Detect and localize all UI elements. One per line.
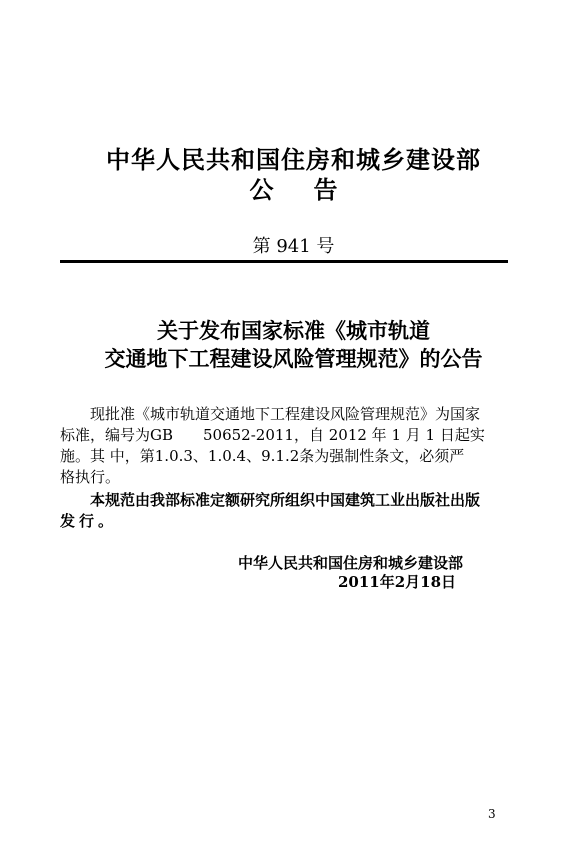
body-text-line: 标准，编号为GB 50652-2011，自 2012 年 1 月 1 日起实 xyxy=(60,426,485,444)
notice-heading: 公告 xyxy=(249,175,378,204)
page-number: 3 xyxy=(488,807,496,821)
document-title-line-1: 关于发布国家标准《城市轨道 xyxy=(157,318,430,343)
document-title-line-2: 交通地下工程建设风险管理规范》的公告 xyxy=(104,346,483,371)
body-text-line: 发行。 xyxy=(60,512,118,530)
issuing-ministry: 中华人民共和国住房和城乡建设部 xyxy=(106,145,481,174)
body-text-line: 现批准《城市轨道交通地下工程建设风险管理规范》为国家 xyxy=(90,405,481,423)
body-text-line: 本规范由我部标准定额研究所组织中国建筑工业出版社出版 xyxy=(90,491,481,509)
signature-organization: 中华人民共和国住房和城乡建设部 xyxy=(238,554,464,572)
body-text-line: 施。其 中，第1.0.3、1.0.4、9.1.2条为强制性条文，必须严 xyxy=(60,447,465,465)
signature-date: 2011年2月18日 xyxy=(338,573,457,591)
body-text-line: 格执行。 xyxy=(60,468,121,486)
notice-number: 第 941 号 xyxy=(252,236,335,257)
header-divider xyxy=(60,260,508,263)
